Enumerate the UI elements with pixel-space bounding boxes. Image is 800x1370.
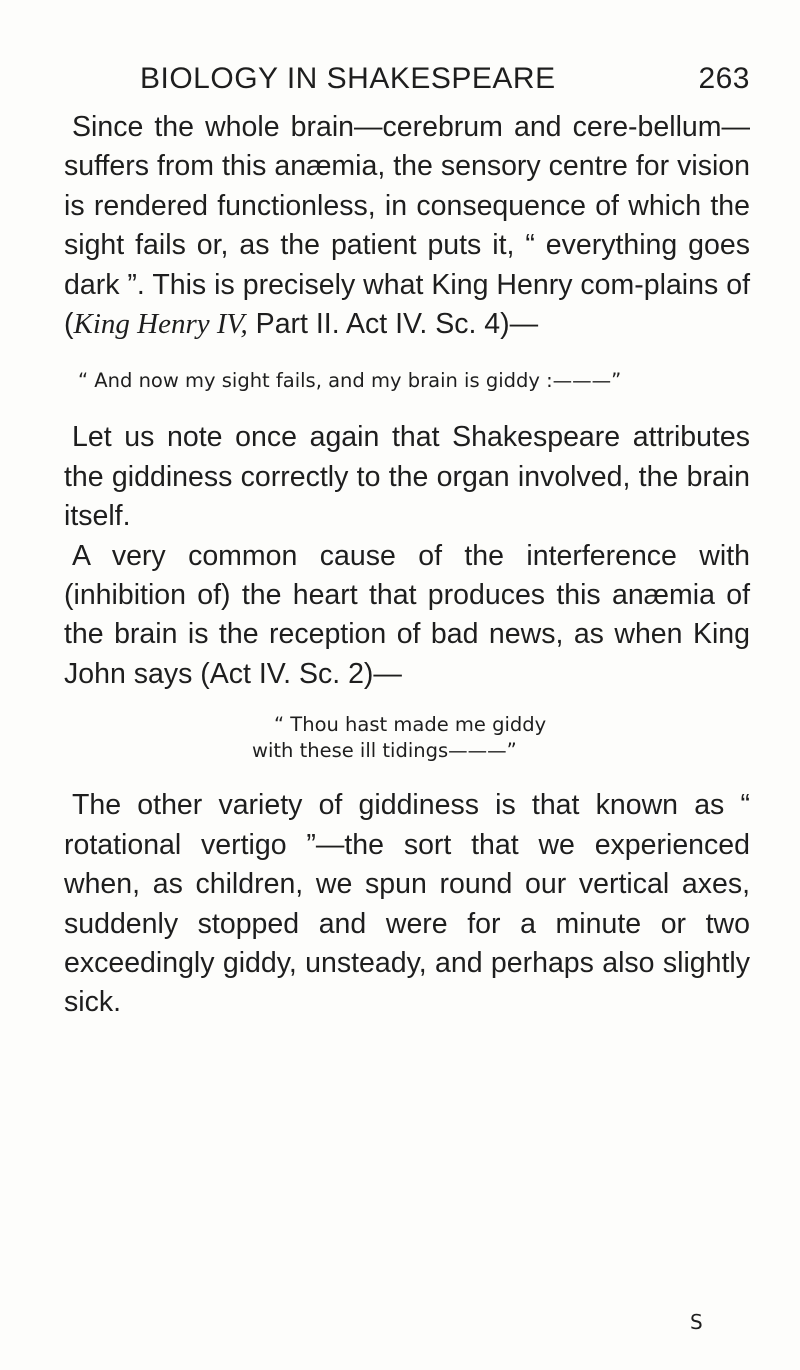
page-body: [64, 108, 750, 1023]
quote-king-john: [252, 712, 750, 764]
paragraph-anaemia-citation-rest: Part II. Act IV. Sc. 4)—: [247, 308, 539, 341]
paragraph-anaemia-text: Since the whole brain—cerebrum and cere-bellum—suffers from this anæmia, the sensory centre for vision is rendered functionless, in consequence of which the sight fails or, as the patient puts it, “ everything goes dark ”. This is precisely what King Henry com-plains of (: [64, 111, 750, 341]
paragraph-rotational-vertigo: The other variety of giddiness is that known as “ rotational vertigo ”—the sort that we experienced when, as children, we spun round our vertical axes, suddenly stopped and were for a minute or two exceedingly giddy, unsteady, and perhaps also slightly sick.: [64, 789, 750, 1019]
signature-mark: S: [690, 1310, 703, 1334]
running-head: [140, 62, 750, 102]
paragraph-giddiness-organ: Let us note once again that Shakespeare attributes the giddiness correctly to the organ involved, the brain itself.: [64, 421, 750, 533]
paragraph-bad-news: A very common cause of the interference with (inhibition of) the heart that produces this anæmia of the brain is the reception of bad news, as when King John says (Act IV. Sc. 2)—: [64, 539, 750, 690]
quote-king-john-line-2: with these ill tidings———”: [252, 739, 517, 763]
running-head-title: BIOLOGY IN SHAKESPEARE: [140, 62, 556, 95]
paragraph-anaemia: [64, 108, 750, 344]
quote-king-henry: “ And now my sight fails, and my brain is giddy :———”: [78, 369, 622, 393]
play-title-citation: King Henry IV,: [73, 308, 248, 341]
page-number: 263: [698, 62, 750, 95]
quote-king-john-line-1: “ Thou hast made me giddy: [274, 713, 547, 737]
